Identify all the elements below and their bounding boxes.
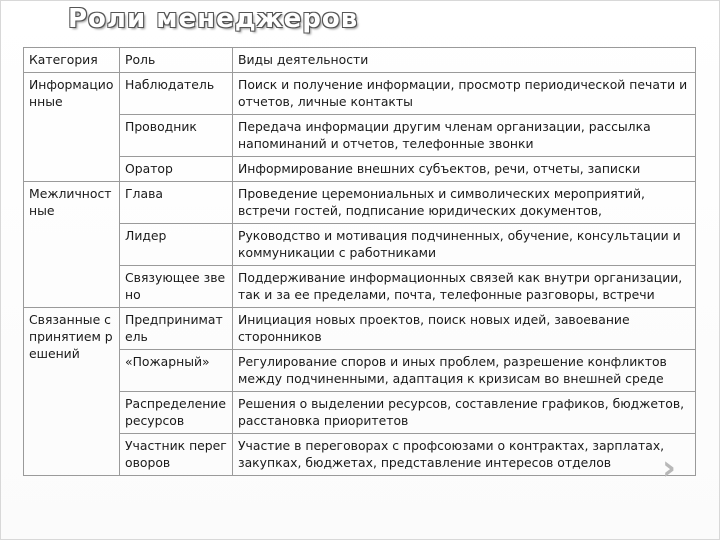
header-category: Категория	[24, 48, 120, 73]
activities-cell: Передача информации другим членам организации, рассылка напоминаний и отчетов, телефонные звонки	[233, 115, 696, 157]
role-cell: «Пожарный»	[120, 350, 233, 392]
header-activities: Виды деятельности	[233, 48, 696, 73]
table-row	[24, 157, 696, 182]
header-role: Роль	[120, 48, 233, 73]
category-informational: Информационные	[24, 73, 120, 182]
role-cell: Распределение ресурсов	[120, 392, 233, 434]
role-cell: Связующее звено	[120, 266, 233, 308]
role-cell: Оратор	[120, 157, 233, 182]
slide-title: Роли менеджеров	[68, 4, 359, 34]
table-row	[24, 115, 696, 157]
role-cell: Участник переговоров	[120, 434, 233, 476]
roles-table	[23, 47, 696, 476]
table-row	[24, 73, 696, 115]
activities-cell: Проведение церемониальных и символических мероприятий, встречи гостей, подписание юридических документов,	[233, 182, 696, 224]
table-row	[24, 392, 696, 434]
next-slide-chevron-icon[interactable]: ›	[662, 448, 677, 488]
role-cell: Лидер	[120, 224, 233, 266]
role-cell: Наблюдатель	[120, 73, 233, 115]
activities-cell: Руководство и мотивация подчиненных, обучение, консультации и коммуникации с работниками	[233, 224, 696, 266]
table-row	[24, 350, 696, 392]
category-decisional: Связанные с принятием решений	[24, 308, 120, 476]
activities-cell: Участие в переговорах с профсоюзами о контрактах, зарплатах, закупках, бюджетах, представление интересов отделов	[233, 434, 696, 476]
table-row	[24, 434, 696, 476]
activities-cell: Регулирование споров и иных проблем, разрешение конфликтов между подчиненными, адаптация к кризисам во внешней среде	[233, 350, 696, 392]
role-cell: Глава	[120, 182, 233, 224]
activities-cell: Инициация новых проектов, поиск новых идей, завоевание сторонников	[233, 308, 696, 350]
table-header-row	[24, 48, 696, 73]
activities-cell: Решения о выделении ресурсов, составление графиков, бюджетов, расстановка приоритетов	[233, 392, 696, 434]
role-cell: Предприниматель	[120, 308, 233, 350]
category-interpersonal: Межличностные	[24, 182, 120, 308]
activities-cell: Поддерживание информационных связей как внутри организации, так и за ее пределами, почта, телефонные разговоры, встречи	[233, 266, 696, 308]
activities-cell: Поиск и получение информации, просмотр периодической печати и отчетов, личные контакты	[233, 73, 696, 115]
table-row	[24, 308, 696, 350]
table-row	[24, 224, 696, 266]
table-row	[24, 266, 696, 308]
activities-cell: Информирование внешних субъектов, речи, отчеты, записки	[233, 157, 696, 182]
table-row	[24, 182, 696, 224]
role-cell: Проводник	[120, 115, 233, 157]
